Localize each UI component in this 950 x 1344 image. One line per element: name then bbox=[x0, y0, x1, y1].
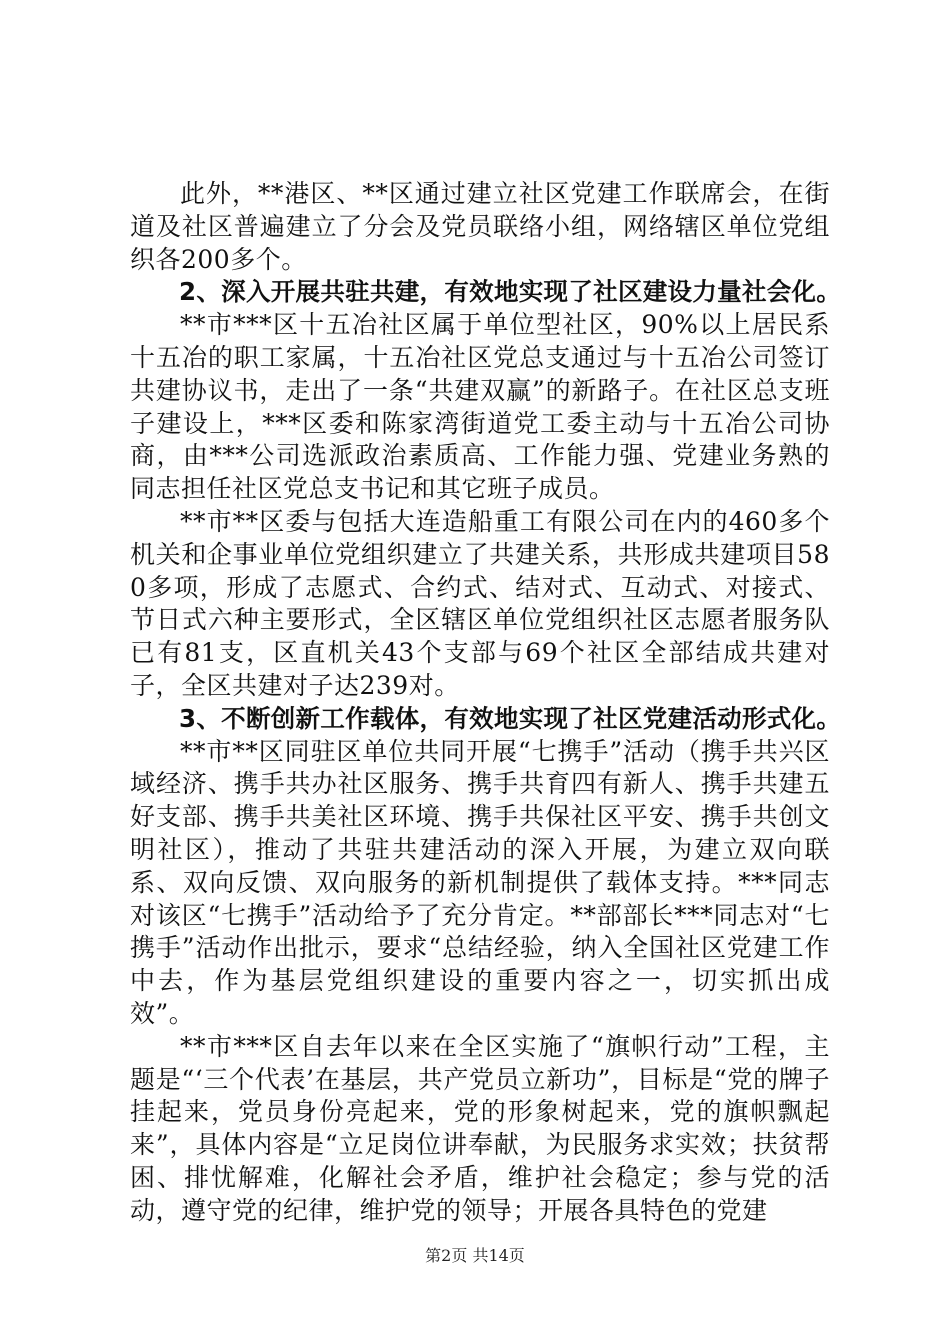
paragraph-liaison-meeting: 此外，**港区、**区通过建立社区党建工作联席会，在街道及社区普遍建立了分会及党员联络小组，网络辖区单位党组织各200多个。 bbox=[130, 179, 830, 274]
section-heading-2: 2、深入开展共驻共建，有效地实现了社区建设力量社会化。 bbox=[179, 277, 842, 307]
page-number-footer: 第2页 共14页 bbox=[425, 1246, 525, 1265]
section-heading-3: 3、不断创新工作载体，有效地实现了社区党建活动形式化。 bbox=[179, 703, 842, 733]
paragraph-community-15ye: **市***区十五冶社区属于单位型社区，90%以上居民系十五冶的职工家属，十五冶社区党总支通过与十五冶公司签订共建协议书，走出了一条“共建双赢”的新路子。在社区总支班子建设上，***区委和陈家湾街道党工委主动与十五冶公司协商，由***公司选派政治素质高、工作能力强、党建业务熟的同志担任社区党总支书记和其它班子成员。 bbox=[130, 310, 830, 504]
document-body bbox=[130, 178, 842, 1228]
paragraph-seven-hands: **市**区同驻区单位共同开展“七携手”活动（携手共兴区域经济、携手共办社区服务、携手共育四有新人、携手共建五好支部、携手共美社区环境、携手共保社区平安、携手共创文明社区），推动了共驻共建活动的深入开展，为建立双向联系、双向反馈、双向服务的新机制提供了载体支持。***同志对该区“七携手”活动给予了充分肯定。**部部长***同志对“七携手”活动作出批示，要求“总结经验，纳入全国社区党建工作中去，作为基层党组织建设的重要内容之一，切实抓出成效”。 bbox=[130, 736, 830, 1028]
paragraph-banner-action: **市***区自去年以来在全区实施了“旗帜行动”工程，主题是“‘三个代表’在基层，共产党员立新功”，目标是“党的牌子挂起来，党员身份亮起来，党的形象树起来，党的旗帜飘起来”，具体内容是“立足岗位讲奉献，为民服务求实效；扶贫帮困、排忧解难，化解社会矛盾，维护社会稳定；参与党的活动，遵守党的纪律，维护党的领导；开展各具特色的党建 bbox=[130, 1031, 830, 1225]
paragraph-joint-construction: **市**区委与包括大连造船重工有限公司在内的460多个机关和企事业单位党组织建立了共建关系，共形成共建项目580多项，形成了志愿式、合约式、结对式、互动式、对接式、节日式六种主要形式，全区辖区单位党组织社区志愿者服务队已有81支，区直机关43个支部与69个社区全部结成共建对子，全区共建对子达239对。 bbox=[130, 506, 830, 700]
